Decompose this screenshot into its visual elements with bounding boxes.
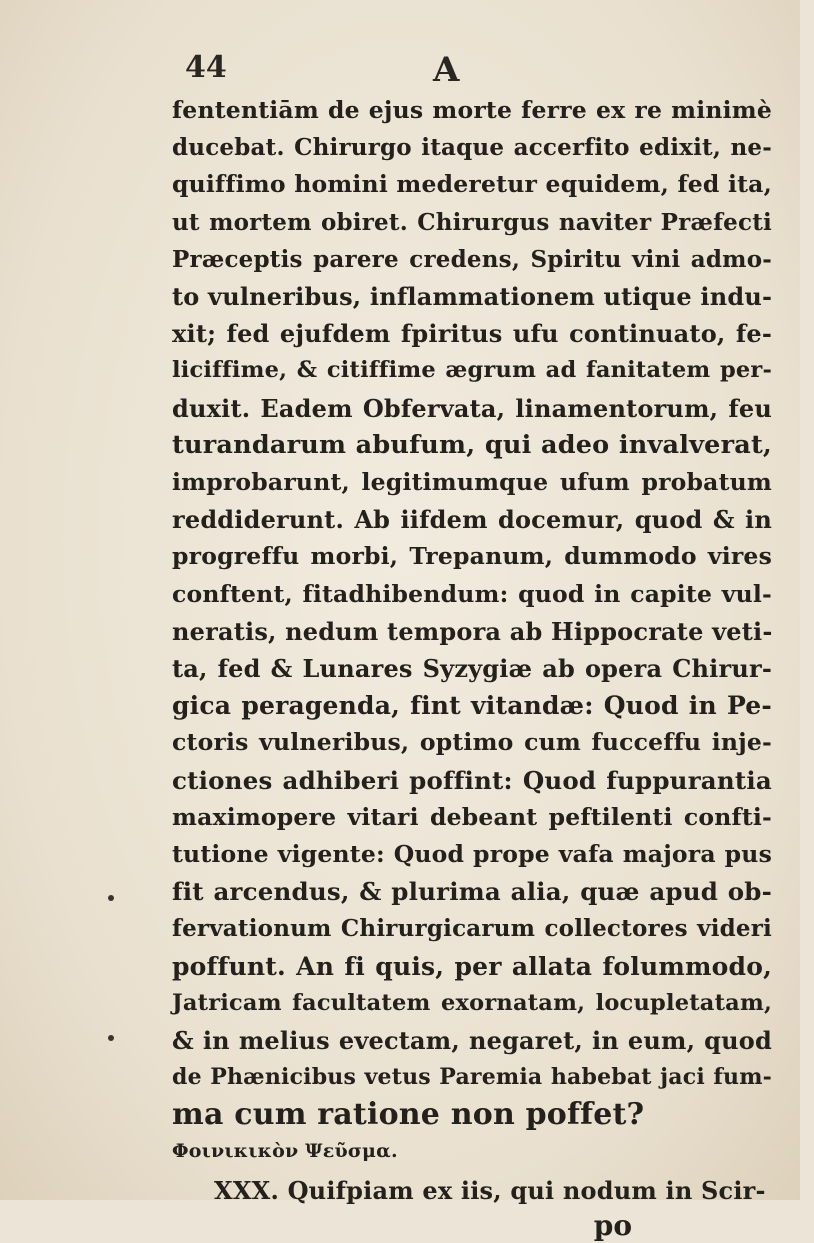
text-line: fententiām de ejus morte ferre ex re minimè [172, 96, 772, 124]
text-line: fervationum Chirurgicarum collectores videri [172, 915, 772, 943]
text-line: ctiones adhiberi poffint: Quod fuppurantia [172, 765, 772, 795]
ink-speck [108, 1035, 114, 1041]
section-heading: XXX. Quifpiam ex iis, qui nodum in Scir- [214, 1175, 766, 1205]
text-line: ducebat. Chirurgo itaque accerfito edixit, ne- [172, 134, 772, 162]
text-line: ctoris vulneribus, optimo cum fucceffu inje- [172, 728, 772, 757]
text-line: xit; fed ejufdem fpiritus ufu continuato, fe- [172, 319, 772, 349]
page-header [0, 50, 800, 90]
text-line: duxit. Eadem Obfervata, linamentorum, feu [172, 393, 772, 423]
text-line: improbarunt, legitimumque ufum probatum [172, 468, 772, 497]
text-line: Jatricam facultatem exornatam, locupletatam, [172, 989, 772, 1016]
text-line: quiffimo homini mederetur equidem, fed ita, [172, 170, 772, 199]
text-line: neratis, nedum tempora ab Hippocrate veti- [172, 616, 773, 646]
text-line: gica peragenda, fint vitandæ: Quod in Pe- [172, 691, 772, 721]
text-line: tutione vigente: Quod prope vafa majora pus [172, 840, 772, 869]
text-line: ut mortem obiret. Chirurgus naviter Præfecti [172, 208, 772, 236]
catchword: po [593, 1208, 632, 1242]
text-line: fit arcendus, & plurima alia, quæ apud ob- [172, 877, 772, 907]
text-line: Præceptis parere credens, Spiritu vini admo- [172, 245, 772, 273]
text-line: de Phænicibus vetus Paremia habebat jaci fum- [172, 1064, 772, 1091]
text-line: & in melius evectam, negaret, in eum, quod [172, 1026, 772, 1056]
signature-mark: A [433, 50, 460, 90]
text-line: liciffime, & citiffime ægrum ad fanitatem per- [172, 357, 772, 384]
text-line: to vulneribus, inflammationem utique indu- [172, 282, 773, 312]
text-line: maximopere vitari debeant peftilenti confti- [172, 802, 772, 831]
body-text [172, 92, 772, 1243]
text-line: turandarum abufum, qui adeo invalverat, [172, 429, 772, 460]
text-line: poffunt. An fi quis, per allata folummodo, [172, 951, 772, 981]
text-line: reddiderunt. Ab iifdem docemur, quod & in [172, 505, 772, 535]
text-line: conftent, fitadhibendum: quod in capite vul- [172, 579, 772, 608]
text-line: ta, fed & Lunares Syzygiæ ab opera Chirur- [172, 654, 772, 684]
page-number: 44 [185, 50, 227, 85]
ink-speck [108, 895, 114, 901]
greek-proverb: Φοινικικὸν Ψεῦσμα. [172, 1139, 398, 1162]
text-line: ma cum ratione non poffet? [172, 1097, 645, 1133]
text-line: progreffu morbi, Trepanum, dummodo vires [172, 542, 772, 571]
